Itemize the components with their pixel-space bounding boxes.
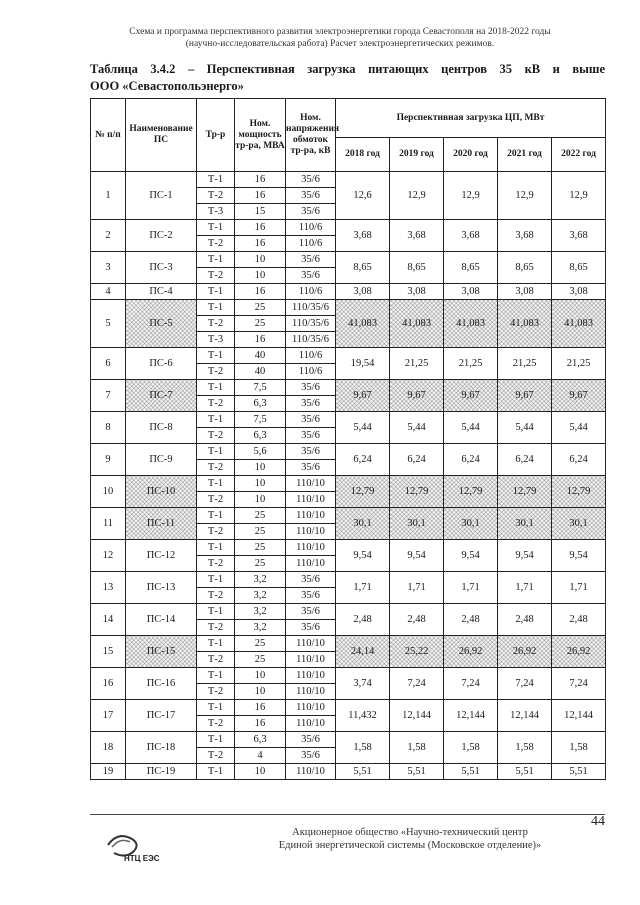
load-value: 5,44 — [552, 412, 606, 444]
row-number: 11 — [91, 508, 126, 540]
load-value: 26,92 — [498, 636, 552, 668]
transformer-id: Т-1 — [197, 732, 235, 748]
load-value: 5,44 — [444, 412, 498, 444]
load-value: 25,22 — [390, 636, 444, 668]
header-line-2: (научно-исследовательская работа) Расчет электроэнергетических режимов. — [185, 39, 495, 49]
transformer-power: 10 — [235, 268, 286, 284]
ntc-ees-logo-icon — [100, 827, 170, 865]
table-title: Таблица 3.4.2 – Перспективная загрузка питающих центров 35 кВ и выше — [90, 62, 605, 76]
transformer-power: 10 — [235, 668, 286, 684]
substation-name: ПС-8 — [126, 412, 197, 444]
footer-rule — [90, 814, 605, 815]
transformer-voltage: 35/6 — [286, 588, 336, 604]
load-value: 21,25 — [444, 348, 498, 380]
row-number: 16 — [91, 668, 126, 700]
transformer-voltage: 110/6 — [286, 284, 336, 300]
transformer-id: Т-2 — [197, 188, 235, 204]
transformer-power: 40 — [235, 348, 286, 364]
transformer-id: Т-1 — [197, 636, 235, 652]
load-value: 7,24 — [444, 668, 498, 700]
load-value: 12,144 — [390, 700, 444, 732]
row-number: 7 — [91, 380, 126, 412]
load-value: 12,9 — [444, 172, 498, 220]
document-header — [80, 26, 600, 50]
load-value: 30,1 — [444, 508, 498, 540]
load-value: 7,24 — [390, 668, 444, 700]
load-value: 9,67 — [552, 380, 606, 412]
transformer-voltage: 35/6 — [286, 412, 336, 428]
table-row — [91, 476, 606, 492]
transformer-voltage: 110/10 — [286, 684, 336, 700]
load-value: 3,08 — [444, 284, 498, 300]
substation-name: ПС-7 — [126, 380, 197, 412]
transformer-id: Т-1 — [197, 476, 235, 492]
row-number: 17 — [91, 700, 126, 732]
table-row — [91, 668, 606, 684]
header-voltage: Ном. напряжения обмоток тр-ра, кВ — [286, 99, 336, 172]
transformer-id: Т-1 — [197, 300, 235, 316]
load-value: 30,1 — [390, 508, 444, 540]
substation-name: ПС-10 — [126, 476, 197, 508]
substation-name: ПС-11 — [126, 508, 197, 540]
table-row — [91, 540, 606, 556]
transformer-power: 10 — [235, 764, 286, 780]
load-value: 8,65 — [498, 252, 552, 284]
load-value: 2,48 — [444, 604, 498, 636]
substation-name: ПС-6 — [126, 348, 197, 380]
transformer-power: 10 — [235, 252, 286, 268]
substation-name: ПС-9 — [126, 444, 197, 476]
transformer-id: Т-1 — [197, 764, 235, 780]
transformer-power: 3,2 — [235, 588, 286, 604]
row-number: 4 — [91, 284, 126, 300]
load-value: 3,08 — [552, 284, 606, 300]
load-value: 41,083 — [498, 300, 552, 348]
page-number: 44 — [591, 814, 605, 829]
load-value: 3,68 — [390, 220, 444, 252]
substation-name: ПС-4 — [126, 284, 197, 300]
transformer-power: 25 — [235, 508, 286, 524]
transformer-power: 10 — [235, 476, 286, 492]
load-value: 12,9 — [498, 172, 552, 220]
load-value: 8,65 — [390, 252, 444, 284]
footer-org-line-2: Единой энергетической системы (Московское отделение)» — [278, 840, 542, 851]
transformer-id: Т-2 — [197, 492, 235, 508]
transformer-id: Т-1 — [197, 172, 235, 188]
transformer-power: 4 — [235, 748, 286, 764]
table-row — [91, 284, 606, 300]
load-value: 1,71 — [444, 572, 498, 604]
transformer-id: Т-1 — [197, 412, 235, 428]
transformer-id: Т-2 — [197, 316, 235, 332]
load-value: 1,58 — [498, 732, 552, 764]
transformer-power: 25 — [235, 524, 286, 540]
transformer-id: Т-1 — [197, 348, 235, 364]
transformer-voltage: 35/6 — [286, 460, 336, 476]
transformer-power: 16 — [235, 188, 286, 204]
transformer-voltage: 35/6 — [286, 620, 336, 636]
substation-name: ПС-15 — [126, 636, 197, 668]
logo-text: НТЦ ЕЭС — [124, 854, 160, 863]
transformer-voltage: 35/6 — [286, 188, 336, 204]
transformer-power: 7,5 — [235, 412, 286, 428]
load-value: 5,51 — [444, 764, 498, 780]
load-value: 41,083 — [390, 300, 444, 348]
load-value: 2,48 — [336, 604, 390, 636]
transformer-voltage: 35/6 — [286, 252, 336, 268]
transformer-voltage: 110/10 — [286, 508, 336, 524]
header-year: 2021 год — [498, 138, 552, 172]
transformer-voltage: 110/6 — [286, 236, 336, 252]
substation-name: ПС-18 — [126, 732, 197, 764]
transformer-voltage: 110/10 — [286, 540, 336, 556]
substation-name: ПС-3 — [126, 252, 197, 284]
header-power: Ном. мощность тр-ра, МВА — [235, 99, 286, 172]
header-year: 2020 год — [444, 138, 498, 172]
transformer-id: Т-1 — [197, 572, 235, 588]
row-number: 10 — [91, 476, 126, 508]
load-value: 6,24 — [552, 444, 606, 476]
load-table — [90, 98, 606, 780]
row-number: 15 — [91, 636, 126, 668]
transformer-voltage: 110/35/6 — [286, 332, 336, 348]
load-value: 6,24 — [390, 444, 444, 476]
table-row — [91, 636, 606, 652]
footer-org — [190, 826, 630, 852]
substation-name: ПС-13 — [126, 572, 197, 604]
load-value: 12,79 — [390, 476, 444, 508]
load-value: 3,68 — [552, 220, 606, 252]
load-value: 3,08 — [390, 284, 444, 300]
transformer-power: 40 — [235, 364, 286, 380]
load-value: 9,67 — [336, 380, 390, 412]
load-value: 21,25 — [552, 348, 606, 380]
row-number: 2 — [91, 220, 126, 252]
transformer-power: 25 — [235, 300, 286, 316]
load-value: 12,79 — [498, 476, 552, 508]
transformer-power: 6,3 — [235, 732, 286, 748]
row-number: 8 — [91, 412, 126, 444]
load-value: 41,083 — [336, 300, 390, 348]
load-value: 3,74 — [336, 668, 390, 700]
load-value: 12,79 — [336, 476, 390, 508]
transformer-id: Т-2 — [197, 588, 235, 604]
transformer-voltage: 110/10 — [286, 492, 336, 508]
transformer-voltage: 110/6 — [286, 220, 336, 236]
transformer-voltage: 110/35/6 — [286, 300, 336, 316]
transformer-voltage: 110/10 — [286, 668, 336, 684]
transformer-id: Т-1 — [197, 668, 235, 684]
transformer-voltage: 35/6 — [286, 380, 336, 396]
transformer-id: Т-2 — [197, 268, 235, 284]
transformer-id: Т-2 — [197, 556, 235, 572]
transformer-power: 5,6 — [235, 444, 286, 460]
transformer-id: Т-2 — [197, 684, 235, 700]
transformer-id: Т-2 — [197, 716, 235, 732]
transformer-power: 15 — [235, 204, 286, 220]
footer-org-line-1: Акционерное общество «Научно-технический центр — [292, 827, 528, 838]
load-value: 1,58 — [444, 732, 498, 764]
row-number: 18 — [91, 732, 126, 764]
transformer-id: Т-2 — [197, 620, 235, 636]
transformer-power: 7,5 — [235, 380, 286, 396]
transformer-voltage: 35/6 — [286, 748, 336, 764]
load-value: 1,58 — [336, 732, 390, 764]
row-number: 19 — [91, 764, 126, 780]
load-value: 5,44 — [498, 412, 552, 444]
load-value: 3,68 — [336, 220, 390, 252]
substation-name: ПС-19 — [126, 764, 197, 780]
transformer-power: 16 — [235, 236, 286, 252]
table-row — [91, 172, 606, 188]
load-value: 30,1 — [336, 508, 390, 540]
substation-name: ПС-1 — [126, 172, 197, 220]
load-value: 26,92 — [552, 636, 606, 668]
transformer-power: 3,2 — [235, 620, 286, 636]
load-value: 9,54 — [390, 540, 444, 572]
header-line-1: Схема и программа перспективного развития электроэнергетики города Севастополя на 2018-2022 годы — [129, 27, 551, 37]
transformer-id: Т-1 — [197, 700, 235, 716]
transformer-voltage: 35/6 — [286, 604, 336, 620]
table-row — [91, 764, 606, 780]
load-value: 2,48 — [552, 604, 606, 636]
load-value: 5,51 — [336, 764, 390, 780]
load-value: 3,08 — [498, 284, 552, 300]
substation-name: ПС-16 — [126, 668, 197, 700]
transformer-voltage: 35/6 — [286, 732, 336, 748]
load-value: 12,144 — [552, 700, 606, 732]
load-value: 19,54 — [336, 348, 390, 380]
table-row — [91, 572, 606, 588]
table-row — [91, 380, 606, 396]
table-row — [91, 252, 606, 268]
transformer-voltage: 110/10 — [286, 476, 336, 492]
transformer-voltage: 35/6 — [286, 572, 336, 588]
header-num: № п/п — [91, 99, 126, 172]
transformer-id: Т-2 — [197, 748, 235, 764]
table-row — [91, 700, 606, 716]
transformer-voltage: 110/10 — [286, 700, 336, 716]
load-value: 9,67 — [444, 380, 498, 412]
load-value: 11,432 — [336, 700, 390, 732]
transformer-id: Т-2 — [197, 652, 235, 668]
header-transformer: Тр-р — [197, 99, 235, 172]
transformer-id: Т-2 — [197, 524, 235, 540]
transformer-id: Т-2 — [197, 236, 235, 252]
transformer-id: Т-1 — [197, 508, 235, 524]
transformer-power: 25 — [235, 652, 286, 668]
load-value: 2,48 — [390, 604, 444, 636]
load-value: 8,65 — [444, 252, 498, 284]
transformer-power: 10 — [235, 492, 286, 508]
load-value: 1,71 — [552, 572, 606, 604]
substation-name: ПС-12 — [126, 540, 197, 572]
transformer-voltage: 35/6 — [286, 428, 336, 444]
load-value: 9,54 — [498, 540, 552, 572]
load-value: 9,54 — [336, 540, 390, 572]
load-value: 5,51 — [552, 764, 606, 780]
transformer-power: 3,2 — [235, 572, 286, 588]
load-value: 3,08 — [336, 284, 390, 300]
transformer-voltage: 110/10 — [286, 764, 336, 780]
load-value: 3,68 — [498, 220, 552, 252]
load-value: 12,144 — [498, 700, 552, 732]
load-value: 26,92 — [444, 636, 498, 668]
header-year: 2018 год — [336, 138, 390, 172]
table-row — [91, 412, 606, 428]
header-year: 2022 год — [552, 138, 606, 172]
load-value: 9,67 — [498, 380, 552, 412]
transformer-voltage: 35/6 — [286, 268, 336, 284]
table-row — [91, 348, 606, 364]
transformer-voltage: 35/6 — [286, 444, 336, 460]
transformer-power: 25 — [235, 636, 286, 652]
load-value: 30,1 — [552, 508, 606, 540]
transformer-id: Т-2 — [197, 396, 235, 412]
transformer-id: Т-2 — [197, 460, 235, 476]
load-value: 9,67 — [390, 380, 444, 412]
header-load: Перспективная загрузка ЦП, МВт — [336, 99, 606, 138]
substation-name: ПС-2 — [126, 220, 197, 252]
substation-name: ПС-17 — [126, 700, 197, 732]
load-value: 12,144 — [444, 700, 498, 732]
transformer-id: Т-1 — [197, 380, 235, 396]
load-value: 5,44 — [336, 412, 390, 444]
transformer-power: 16 — [235, 716, 286, 732]
load-value: 5,51 — [498, 764, 552, 780]
transformer-id: Т-2 — [197, 364, 235, 380]
load-value: 12,9 — [552, 172, 606, 220]
load-value: 24,14 — [336, 636, 390, 668]
load-value: 1,71 — [336, 572, 390, 604]
row-number: 5 — [91, 300, 126, 348]
load-value: 6,24 — [498, 444, 552, 476]
row-number: 6 — [91, 348, 126, 380]
load-value: 7,24 — [498, 668, 552, 700]
load-value: 9,54 — [552, 540, 606, 572]
load-value: 8,65 — [552, 252, 606, 284]
transformer-power: 3,2 — [235, 604, 286, 620]
load-value: 12,6 — [336, 172, 390, 220]
substation-name: ПС-14 — [126, 604, 197, 636]
transformer-power: 16 — [235, 700, 286, 716]
transformer-voltage: 110/10 — [286, 716, 336, 732]
load-value: 41,083 — [552, 300, 606, 348]
load-value: 8,65 — [336, 252, 390, 284]
load-value: 1,71 — [390, 572, 444, 604]
load-value: 3,68 — [444, 220, 498, 252]
transformer-id: Т-1 — [197, 604, 235, 620]
transformer-power: 16 — [235, 220, 286, 236]
transformer-voltage: 110/6 — [286, 364, 336, 380]
transformer-voltage: 35/6 — [286, 172, 336, 188]
transformer-power: 10 — [235, 460, 286, 476]
load-value: 12,79 — [444, 476, 498, 508]
load-value: 21,25 — [390, 348, 444, 380]
load-value: 9,54 — [444, 540, 498, 572]
load-value: 12,79 — [552, 476, 606, 508]
load-value: 2,48 — [498, 604, 552, 636]
transformer-id: Т-3 — [197, 204, 235, 220]
transformer-id: Т-1 — [197, 220, 235, 236]
transformer-power: 16 — [235, 172, 286, 188]
load-value: 5,44 — [390, 412, 444, 444]
transformer-voltage: 110/10 — [286, 636, 336, 652]
transformer-voltage: 110/10 — [286, 652, 336, 668]
transformer-power: 6,3 — [235, 428, 286, 444]
transformer-power: 10 — [235, 684, 286, 700]
load-value: 1,58 — [552, 732, 606, 764]
transformer-power: 25 — [235, 316, 286, 332]
row-number: 14 — [91, 604, 126, 636]
load-value: 7,24 — [552, 668, 606, 700]
transformer-power: 25 — [235, 556, 286, 572]
transformer-power: 25 — [235, 540, 286, 556]
load-value: 21,25 — [498, 348, 552, 380]
transformer-power: 6,3 — [235, 396, 286, 412]
transformer-power: 16 — [235, 332, 286, 348]
transformer-voltage: 35/6 — [286, 204, 336, 220]
header-name: Наименование ПС — [126, 99, 197, 172]
row-number: 3 — [91, 252, 126, 284]
table-body — [91, 172, 606, 780]
transformer-id: Т-1 — [197, 252, 235, 268]
table-row — [91, 508, 606, 524]
table-row — [91, 732, 606, 748]
transformer-voltage: 110/6 — [286, 348, 336, 364]
transformer-voltage: 110/10 — [286, 524, 336, 540]
load-value: 1,58 — [390, 732, 444, 764]
table-row — [91, 300, 606, 316]
load-value: 5,51 — [390, 764, 444, 780]
transformer-id: Т-3 — [197, 332, 235, 348]
transformer-voltage: 110/10 — [286, 556, 336, 572]
transformer-id: Т-1 — [197, 444, 235, 460]
substation-name: ПС-5 — [126, 300, 197, 348]
load-value: 41,083 — [444, 300, 498, 348]
table-row — [91, 604, 606, 620]
row-number: 12 — [91, 540, 126, 572]
transformer-id: Т-1 — [197, 540, 235, 556]
transformer-voltage: 35/6 — [286, 396, 336, 412]
transformer-power: 16 — [235, 284, 286, 300]
table-title-org: ООО «Севастопольэнерго» — [90, 79, 244, 93]
transformer-id: Т-1 — [197, 284, 235, 300]
transformer-voltage: 110/35/6 — [286, 316, 336, 332]
load-value: 1,71 — [498, 572, 552, 604]
table-row — [91, 444, 606, 460]
table-row — [91, 220, 606, 236]
load-value: 6,24 — [444, 444, 498, 476]
load-value: 12,9 — [390, 172, 444, 220]
header-year: 2019 год — [390, 138, 444, 172]
row-number: 1 — [91, 172, 126, 220]
row-number: 9 — [91, 444, 126, 476]
transformer-id: Т-2 — [197, 428, 235, 444]
load-value: 30,1 — [498, 508, 552, 540]
load-value: 6,24 — [336, 444, 390, 476]
row-number: 13 — [91, 572, 126, 604]
